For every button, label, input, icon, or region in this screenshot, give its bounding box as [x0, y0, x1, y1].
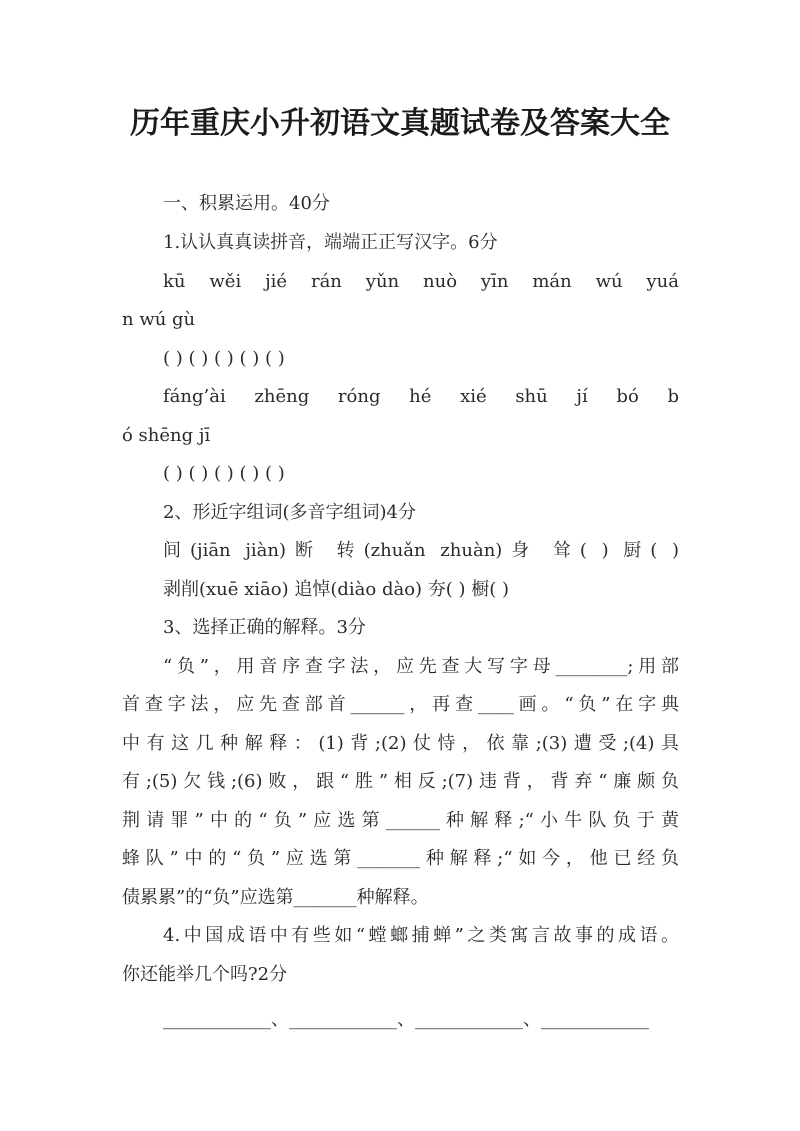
paragraph-line: 债累累”的“负”应选第_______种解释。 — [122, 887, 429, 908]
word-formation-line: 剥削(xuē xiāo) 追悼(diào dào) 夯( ) 橱( ) — [163, 579, 510, 600]
paragraph-line: “负”，用音序查字法，应先查大写字母________;用部 — [163, 656, 679, 677]
question-4-heading: 4.中国成语中有些如“螳螂捕蝉”之类寓言故事的成语。 — [163, 925, 679, 946]
paragraph-line: 蜂队”中的“负”应选第_______种解释;“如今，他已经负 — [122, 848, 679, 869]
paragraph-line: 中有这几种解释：(1)背;(2)仗恃，依靠;(3)遭受;(4)具 — [122, 733, 679, 754]
question-3-heading: 3、选择正确的解释。3分 — [163, 617, 366, 638]
section-heading: 一、积累运用。40分 — [163, 193, 330, 214]
paragraph-line: 荆请罪”中的“负”应选第______种解释;“小牛队负于黄 — [122, 810, 679, 831]
question-4-continued: 你还能举几个吗?2分 — [122, 964, 288, 985]
question-2-heading: 2、形近字组词(多音字组词)4分 — [163, 502, 416, 523]
pinyin-line-continued: ó shēng jī — [122, 425, 211, 446]
paragraph-line: 有;(5)欠钱;(6)败，跟“胜”相反;(7)违背，背弃“廉颇负 — [122, 771, 679, 792]
pinyin-line-continued: n wú gù — [122, 309, 196, 330]
answer-blank-line: ____________、____________、____________、____________ — [163, 1009, 649, 1030]
answer-blanks: ( ) ( ) ( ) ( ) ( ) — [163, 348, 285, 369]
document-title: 历年重庆小升初语文真题试卷及答案大全 — [130, 106, 670, 141]
question-1-heading: 1.认认真真读拼音，端端正正写汉字。6分 — [163, 232, 498, 253]
word-formation-line: 间(jiān jiàn)断 转(zhuǎn zhuàn)身 耸( ) 厨( ) — [163, 540, 679, 561]
answer-blanks: ( ) ( ) ( ) ( ) ( ) — [163, 463, 285, 484]
pinyin-line: fáng’ài zhēng róng hé xié shū jí bó b — [163, 386, 679, 407]
paragraph-line: 首查字法，应先查部首______，再查____画。“负”在字典 — [122, 694, 679, 715]
pinyin-line: kū wěi jié rán yǔn nuò yīn mán wú yuá — [163, 271, 679, 292]
